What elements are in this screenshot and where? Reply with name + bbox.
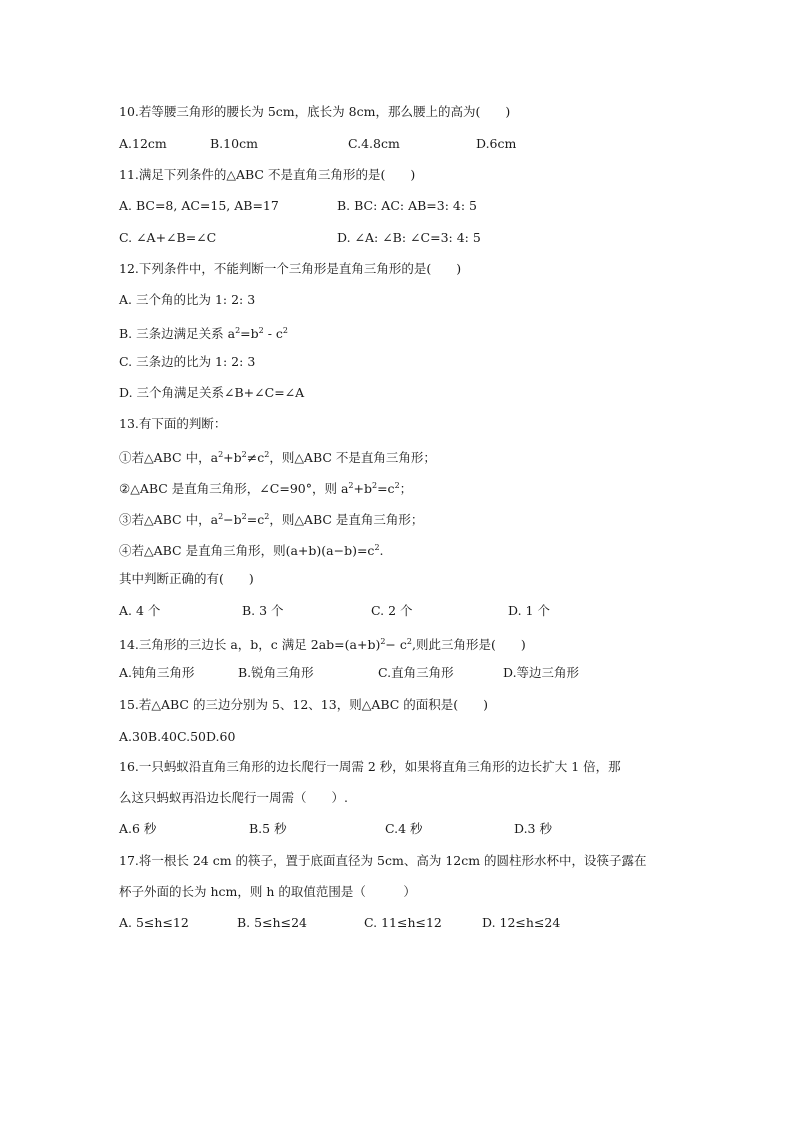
q13-option-b: B. 3 个	[242, 603, 284, 618]
question-15-stem: 15.若△ABC 的三边分别为 5、12、13，则△ABC 的面积是( )	[119, 697, 489, 712]
q10-option-d: D.6cm	[476, 136, 517, 151]
q13-ask: 其中判断正确的有( )	[119, 571, 254, 586]
question-16-stem-line2: 么这只蚂蚁再沿边长爬行一周需（ ）.	[119, 790, 348, 805]
q16-option-c: C.4 秒	[385, 821, 423, 836]
q13-statement-4: ④若△ABC 是直角三角形，则$(a+b)(a-b)=c^2$.	[119, 543, 384, 558]
q16-option-d: D.3 秒	[514, 821, 552, 836]
q17-option-b: B. 5≤h≤24	[237, 915, 307, 930]
q17-option-a: A. 5≤h≤12	[119, 915, 189, 930]
q13-statement-3: ③若△ABC 中，$a^2-b^2=c^2$，则△ABC 是直角三角形；	[119, 512, 424, 527]
q14-option-b: B.锐角三角形	[238, 665, 314, 680]
question-11-options-row2	[119, 230, 719, 246]
q11-option-c: C. ∠A+∠B=∠C	[119, 230, 217, 245]
q17-option-d: D. 12≤h≤24	[482, 915, 561, 930]
q12-option-d: D. 三个角满足关系∠B+∠C=∠A	[119, 385, 305, 400]
q13-option-c: C. 2 个	[371, 603, 413, 618]
q17-option-c: C. 11≤h≤12	[364, 915, 442, 930]
q13-option-d: D. 1 个	[508, 603, 550, 618]
q16-option-b: B.5 秒	[249, 821, 287, 836]
question-16-options	[119, 821, 719, 837]
q13-statement-1: ①若△ABC 中，$a^2+b^2\ne c^2$，则△ABC 不是直角三角形；	[119, 450, 436, 465]
question-13-options	[119, 603, 719, 619]
question-11-options-row1	[119, 198, 719, 214]
q11-option-d: D. ∠A: ∠B: ∠C=3: 4: 5	[337, 230, 481, 245]
q14-option-d: D.等边三角形	[503, 665, 580, 680]
q12-option-b: B. 三条边满足关系 $a^2=b^2 - c^2$	[119, 326, 288, 341]
question-10-options	[119, 136, 719, 152]
question-14-options	[119, 665, 719, 681]
q12-option-a: A. 三个角的比为 1: 2: 3	[119, 292, 256, 307]
question-16-stem-line1: 16.一只蚂蚁沿直角三角形的边长爬行一周需 2 秒，如果将直角三角形的边长扩大 1 倍，那	[119, 759, 621, 774]
question-17-stem-line2: 杯子外面的长为 hcm，则 h 的取值范围是（ ）	[119, 884, 416, 899]
q16-option-a: A.6 秒	[119, 821, 157, 836]
q10-option-c: C.4.8cm	[348, 136, 400, 151]
question-11-stem: 11.满足下列条件的△ABC 不是直角三角形的是( )	[119, 167, 416, 182]
q10-option-a: A.12cm	[119, 136, 167, 151]
question-12-stem: 12.下列条件中，不能判断一个三角形是直角三角形的是( )	[119, 261, 462, 276]
q11-option-b: B. BC: AC: AB=3: 4: 5	[337, 198, 477, 213]
q13-option-a: A. 4 个	[119, 603, 161, 618]
q15-options: A.30B.40C.50D.60	[119, 729, 236, 744]
q12-option-c: C. 三条边的比为 1: 2: 3	[119, 354, 256, 369]
question-10-stem: 10.若等腰三角形的腰长为 5cm，底长为 8cm，那么腰上的高为( )	[119, 104, 511, 119]
question-14-stem: 14.三角形的三边长 a，b，c 满足 $2ab=(a+b)^2- c^2$,则此三角形是( )	[119, 637, 526, 652]
q14-option-a: A.钝角三角形	[119, 665, 195, 680]
question-13-stem: 13.有下面的判断：	[119, 416, 227, 431]
question-17-stem-line1: 17.将一根长 24 cm 的筷子，置于底面直径为 5cm、高为 12cm 的圆柱形水杯中，设筷子露在	[119, 853, 647, 868]
q13-statement-2: ②△ABC 是直角三角形，∠C=90°，则 $a^2+b^2=c^2$；	[119, 481, 413, 496]
q11-option-a: A. BC=8, AC=15, AB=17	[119, 198, 279, 213]
q14-option-c: C.直角三角形	[378, 665, 454, 680]
q10-option-b: B.10cm	[210, 136, 258, 151]
question-17-options	[119, 915, 719, 931]
